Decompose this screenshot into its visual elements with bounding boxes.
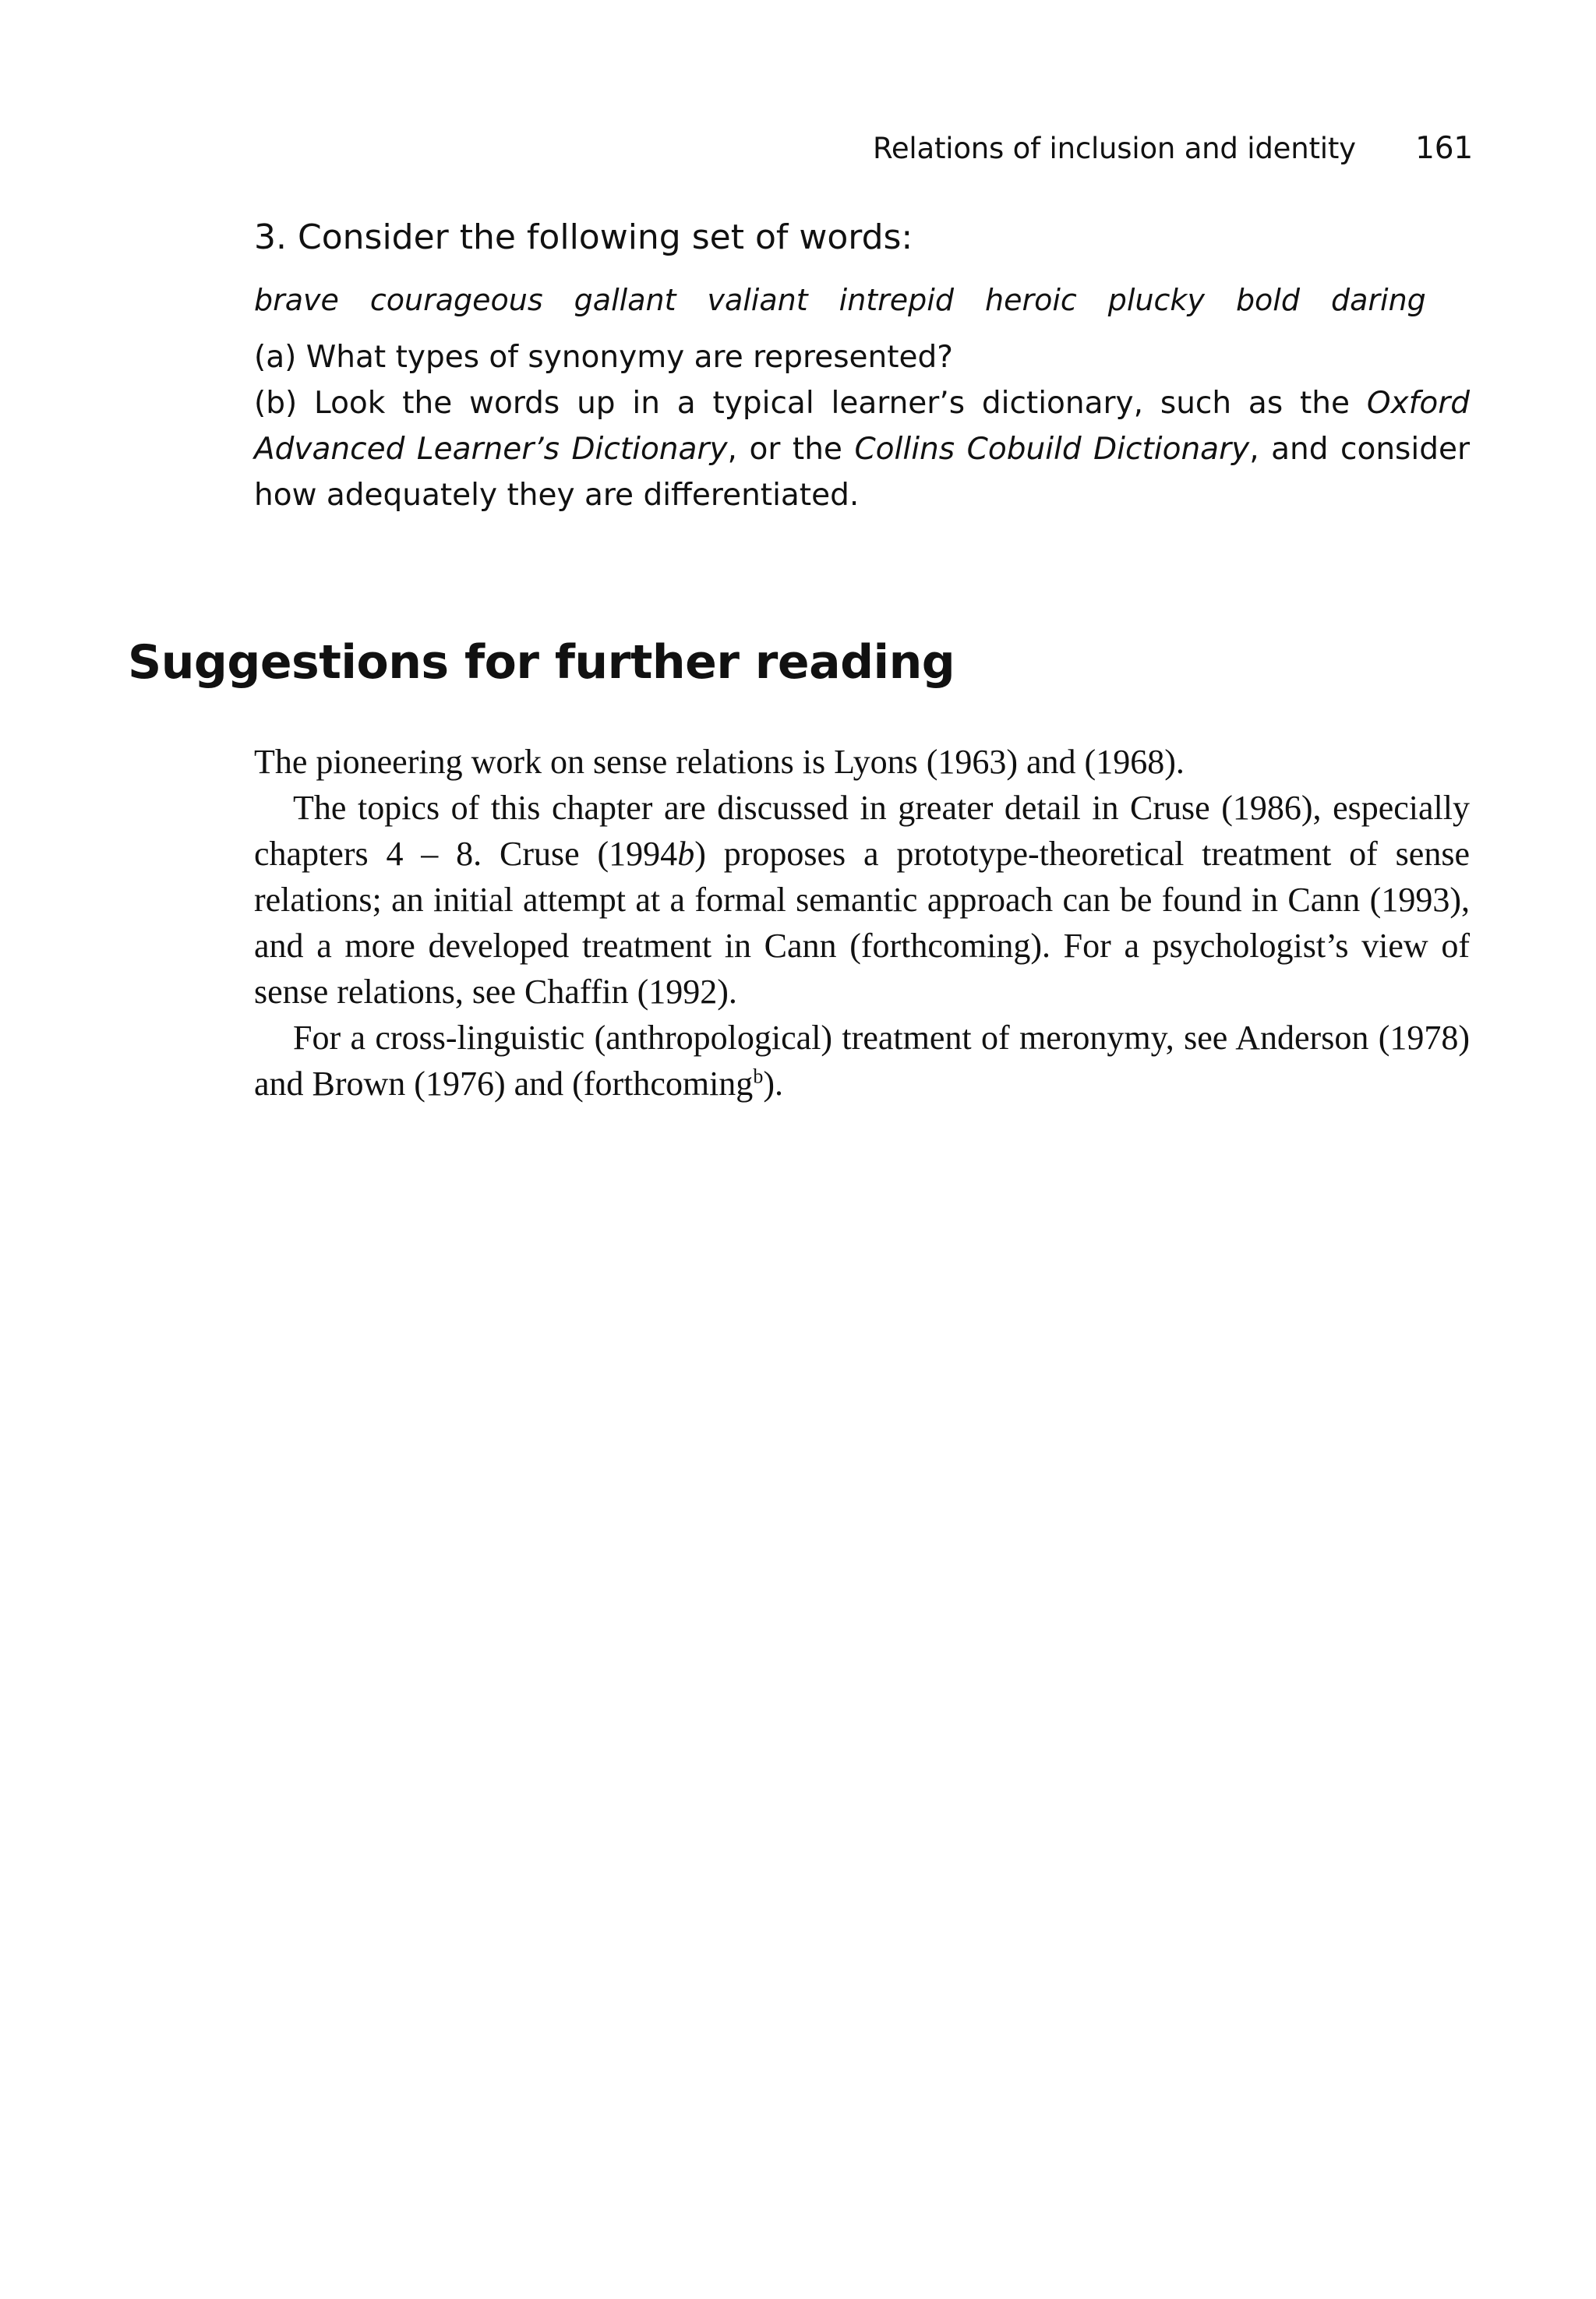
running-head [873, 131, 1473, 166]
reading-paragraph-3 [254, 1015, 1470, 1107]
exercise-part-b [254, 380, 1470, 518]
exercise-number: 3. [254, 217, 287, 257]
reading-paragraph-2 [254, 785, 1470, 1015]
reading-p2-text-1: The topics of this chapter are discussed in greater detail in Cruse (1986), especially chapters 4 – 8. Cruse (1994 [254, 789, 1470, 873]
reading-p2-italic: b [677, 835, 695, 873]
page-number: 161 [1415, 131, 1473, 166]
part-b-title-collins: Collins Cobuild Dictionary [854, 432, 1250, 467]
word-item: daring [1331, 283, 1426, 317]
word-item: intrepid [839, 283, 954, 317]
reading-p3-superscript: b [753, 1065, 764, 1088]
part-b-text-3: , and consider how adequately they are differentiated. [254, 432, 1470, 513]
exercise-part-a: (a) What types of synonymy are represented? [254, 340, 953, 375]
exercise-3 [254, 214, 1470, 518]
part-b-title-oxford: Oxford Advanced Learner’s Dictionary [254, 386, 1470, 467]
reading-paragraph-1: The pioneering work on sense relations is Lyons (1963) and (1968). [254, 743, 1185, 781]
word-item: heroic [984, 283, 1077, 317]
section-heading: Suggestions for further reading [128, 635, 955, 690]
part-b-text-1: (b) Look the words up in a typical learner’s dictionary, such as the [254, 386, 1367, 421]
part-b-text-2: , or the [727, 432, 855, 467]
exercise-heading [254, 214, 1470, 261]
running-head-title: Relations of inclusion and identity [873, 132, 1356, 165]
word-item: bold [1235, 283, 1300, 317]
word-item: valiant [707, 283, 808, 317]
word-list [254, 277, 1470, 323]
reading-p2-text-2: ) proposes a prototype-theoretical treatment of sense relations; an initial attempt at a formal semantic approach can be found in Cann (1993), and a more developed treatment in Cann (forthcoming). For a psychologist’s view of sense relations, see Chaffin (1992). [254, 835, 1470, 1011]
word-item: brave [254, 283, 339, 317]
exercise-body [254, 334, 1470, 518]
word-item: plucky [1107, 283, 1205, 317]
word-item: gallant [574, 283, 676, 317]
reading-p3-text-2: ). [763, 1065, 783, 1103]
further-reading-body [254, 739, 1470, 1107]
exercise-heading-text: Consider the following set of words: [297, 217, 913, 257]
word-item: courageous [369, 283, 543, 317]
reading-p3-text-1: For a cross-linguistic (anthropological) treatment of meronymy, see Anderson (1978) and Brown (1976) and (forthcoming [254, 1019, 1470, 1103]
